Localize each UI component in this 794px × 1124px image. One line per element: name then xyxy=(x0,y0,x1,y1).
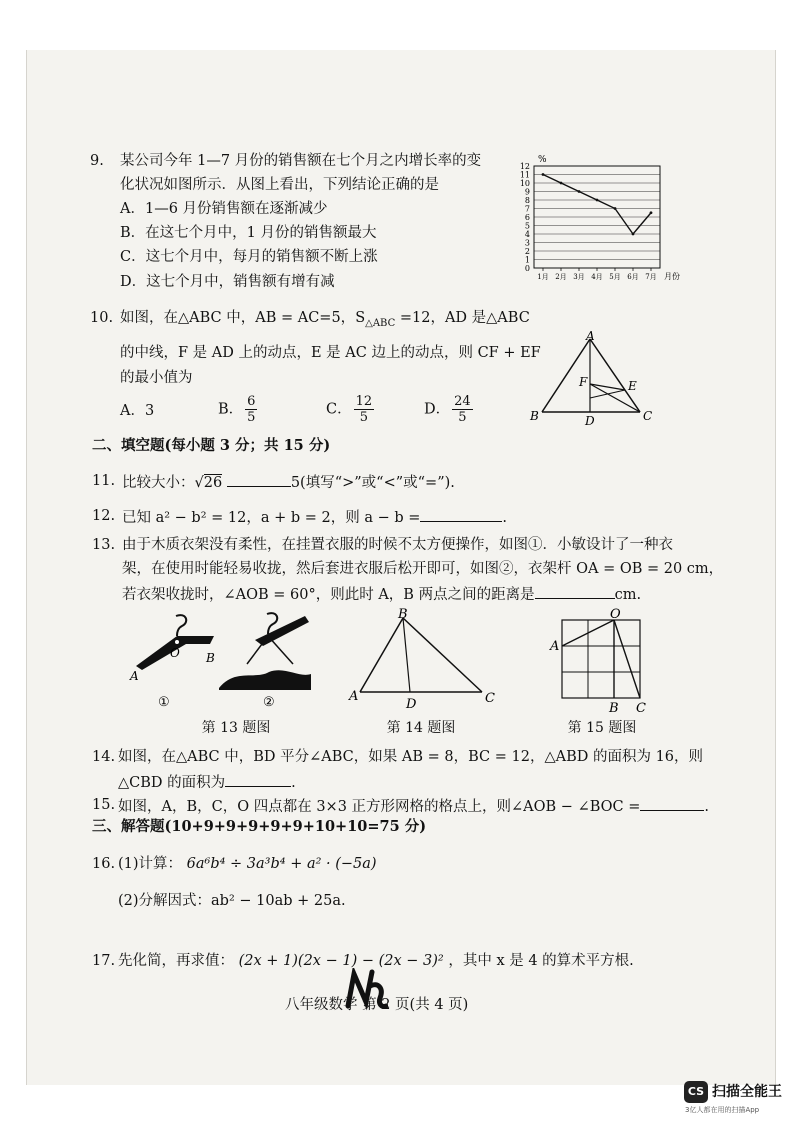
q16-part1-expression: 6a⁶b⁴ ÷ 3a³b⁴ + a² · (−5a) xyxy=(186,856,377,872)
pivot-o xyxy=(175,640,179,644)
q9-stem-line1: 某公司今年 1—7 月份的销售额在七个月之内增长率的变 xyxy=(120,153,482,169)
label-a: A xyxy=(550,639,560,654)
label-b: B xyxy=(206,651,215,665)
q9-option-c: C．这七个月中，每月的销售额不断上涨 xyxy=(120,249,378,265)
q10-option-a: A．3 xyxy=(120,403,155,419)
q14-number: 14. xyxy=(92,749,116,765)
label-b: B xyxy=(609,701,619,716)
y-tick-label: 2 xyxy=(524,247,530,256)
label-c: C xyxy=(643,409,653,423)
fig15-caption: 第 15 题图 xyxy=(567,720,637,736)
data-point xyxy=(578,190,581,193)
q10-stem-line1 xyxy=(120,307,530,335)
q10-stem-line2: 的中线，F 是 AD 上的动点，E 是 AC 边上的动点，则 CF + EF xyxy=(120,345,541,361)
q15-stem: 如图，A，B，C，O 四点都在 3×3 正方形网格的格点上，则∠AOB − ∠BOC = xyxy=(118,799,641,815)
data-point xyxy=(632,233,635,236)
segment-oc xyxy=(614,620,640,698)
q9-stem-line2: 化状况如图所示．从图上看出，下列结论正确的是 xyxy=(120,177,439,193)
q14-stem: △CBD 的面积为 xyxy=(118,775,226,791)
y-tick-label: 4 xyxy=(524,230,530,239)
q14-end: . xyxy=(291,775,296,791)
q14-line1: 如图，在△ABC 中，BD 平分∠ABC，如果 AB = 8，BC = 12，△ABD 的面积为 16，则 xyxy=(118,749,704,765)
y-tick-label: 10 xyxy=(519,179,530,188)
fig15-grid xyxy=(548,608,658,716)
q12-text xyxy=(122,505,507,529)
y-tick-label: 9 xyxy=(524,187,530,197)
x-tick-label: 7月 xyxy=(645,273,657,281)
q9-option-d: D．这七个月中，销售额有增有减 xyxy=(120,274,335,290)
q13-line2: 架，在使用时能轻易收拢，然后套进衣服后松开即可，如图②，衣架杆 OA = OB = 20 cm， xyxy=(122,561,724,577)
label-fig1: ① xyxy=(158,695,170,708)
x-axis-label: 月份 xyxy=(664,272,680,281)
label-o: O xyxy=(610,608,621,622)
q10-area-value: =12，AD 是△ABC xyxy=(395,310,530,326)
denominator: 5 xyxy=(247,410,256,425)
y-tick-label: 8 xyxy=(524,196,530,205)
numerator: 6 xyxy=(247,394,256,409)
q9-number: 9. xyxy=(90,153,104,169)
y-tick-label: 7 xyxy=(524,204,530,214)
q16-number: 16. xyxy=(92,856,116,872)
q13-number: 13. xyxy=(92,537,116,553)
q10-stem-line3: 的最小值为 xyxy=(120,370,193,386)
q11-number: 11. xyxy=(92,473,116,489)
side-ac xyxy=(590,339,640,412)
q17-suffix: ，其中 x 是 4 的算术平方根. xyxy=(448,953,634,969)
bisector-bd xyxy=(403,618,410,692)
page-footer: 八年级数学 第 2 页(共 4 页) xyxy=(285,997,469,1013)
fig13-hanger-2 xyxy=(215,608,315,708)
data-point xyxy=(542,173,545,176)
q11-text xyxy=(122,470,455,494)
q13-stem: 若衣架收拢时，∠AOB = 60°，则此时 A，B 两点之间的距离是 xyxy=(122,587,535,603)
q10-option-b-fraction xyxy=(245,394,257,425)
q11-radicand: 26 xyxy=(203,475,223,491)
q15-line xyxy=(118,794,709,818)
q12-number: 12. xyxy=(92,508,116,524)
numerator: 24 xyxy=(454,394,471,409)
segment-aux xyxy=(590,390,625,398)
q15-number: 15. xyxy=(92,797,116,813)
y-tick-label: 12 xyxy=(519,162,530,171)
label-o: O xyxy=(170,646,180,660)
q12-end: . xyxy=(502,510,508,526)
y-tick-label: 1 xyxy=(524,255,530,265)
label-fig2: ② xyxy=(263,695,275,708)
y-tick-label: 6 xyxy=(524,213,530,222)
q10-option-d-label: D． xyxy=(424,401,451,418)
section-fill-in-title: 二、填空题(每小题 3 分；共 15 分) xyxy=(92,437,331,454)
q16-part1-label: (1)计算： xyxy=(118,856,183,872)
q9-growth-chart xyxy=(510,152,695,287)
label-b: B xyxy=(398,607,408,622)
q10-area-subscript: △ABC xyxy=(365,317,396,329)
q17-prefix: 先化简，再求值： xyxy=(118,953,234,969)
q17-expression: (2x + 1)(2x − 1) − (2x − 3)² xyxy=(238,953,444,969)
q13-line3 xyxy=(122,582,641,606)
y-axis-label: % xyxy=(538,155,547,165)
q10-number: 10. xyxy=(90,310,114,326)
x-tick-label: 6月 xyxy=(627,273,639,281)
q10-stem-part: 如图，在△ABC 中，AB = AC=5， xyxy=(120,310,356,326)
label-a: A xyxy=(130,669,139,683)
fig13-hanger-1 xyxy=(128,608,223,708)
q10-area-symbol: S xyxy=(355,310,366,326)
data-point xyxy=(596,199,599,202)
camscanner-logo: CS xyxy=(684,1081,708,1103)
y-tick-label: 11 xyxy=(519,170,530,180)
label-c: C xyxy=(485,691,495,706)
q10-option-c xyxy=(326,394,376,425)
fig13-caption: 第 13 题图 xyxy=(201,720,271,736)
arm-right xyxy=(268,636,293,664)
q11-prefix: 比较大小： xyxy=(122,475,195,491)
label-a: A xyxy=(586,329,595,343)
grid-border xyxy=(562,620,640,698)
sqrt-sign: √ xyxy=(194,475,204,491)
section-solve-title: 三、解答题(10+9+9+9+9+9+10+10=75 分) xyxy=(92,818,427,835)
label-c: C xyxy=(636,701,646,716)
label-a: A xyxy=(349,689,359,704)
q11-answer-blank[interactable] xyxy=(227,470,291,487)
side-bc xyxy=(403,618,482,692)
x-tick-label: 5月 xyxy=(609,273,621,281)
q10-option-d xyxy=(424,394,475,425)
label-d: D xyxy=(406,697,417,712)
label-f: F xyxy=(579,375,588,389)
x-tick-label: 2月 xyxy=(555,273,567,281)
q10-option-d-fraction xyxy=(452,394,473,425)
q16-part1 xyxy=(118,853,377,875)
x-tick-label: 3月 xyxy=(573,273,585,281)
q9-option-a: A．1—6 月份销售额在逐渐减少 xyxy=(120,201,328,217)
q10-triangle-figure xyxy=(525,328,665,428)
data-point xyxy=(560,182,563,185)
q11-suffix: 5(填写“>”或“<”或“=”). xyxy=(290,475,455,491)
side-ab xyxy=(360,618,403,692)
q13-line1: 由于木质衣架没有柔性，在挂置衣服的时候不太方便操作，如图①．小敏设计了一种衣 xyxy=(122,537,673,553)
q10-option-b-label: B． xyxy=(218,401,244,418)
x-tick-label: 4月 xyxy=(591,273,603,281)
label-b: B xyxy=(530,409,539,423)
denominator: 5 xyxy=(359,410,369,425)
q16-part2: (2)分解因式：ab² − 10ab + 25a. xyxy=(118,893,346,909)
fig14-caption: 第 14 题图 xyxy=(386,720,456,736)
numerator: 12 xyxy=(355,394,373,409)
label-d: D xyxy=(585,414,595,428)
q13-unit: cm. xyxy=(614,587,642,603)
data-point xyxy=(650,211,653,214)
y-tick-label: 5 xyxy=(524,221,530,231)
q14-answer-blank[interactable] xyxy=(225,770,291,787)
q15-answer-blank[interactable] xyxy=(640,794,704,811)
q13-answer-blank[interactable] xyxy=(535,582,615,599)
q12-answer-blank[interactable] xyxy=(420,505,502,522)
fig14-triangle xyxy=(345,606,505,712)
q17-number: 17. xyxy=(92,953,116,969)
clothes-shape xyxy=(219,670,311,690)
q10-option-c-fraction xyxy=(354,394,375,425)
y-tick-label: 3 xyxy=(524,238,530,248)
q14-line2 xyxy=(118,770,296,794)
series-line xyxy=(543,175,651,235)
y-tick-label: 0 xyxy=(524,264,530,273)
handwritten-mark-icon xyxy=(342,968,388,1012)
data-point xyxy=(614,207,617,210)
camscanner-tagline: 3亿人都在用的扫描App xyxy=(685,1106,760,1114)
x-tick-label: 1月 xyxy=(537,273,549,281)
q10-option-b xyxy=(218,394,259,425)
q12-stem: 已知 a² − b² = 12，a + b = 2，则 a − b = xyxy=(122,510,421,526)
camscanner-name: 扫描全能王 xyxy=(712,1084,782,1100)
q9-option-b: B．在这七个月中，1 月份的销售额最大 xyxy=(120,225,377,241)
denominator: 5 xyxy=(458,410,467,425)
hook-icon xyxy=(176,615,186,636)
q10-option-c-label: C． xyxy=(326,401,352,418)
q15-end: . xyxy=(704,799,709,815)
label-e: E xyxy=(628,379,637,393)
